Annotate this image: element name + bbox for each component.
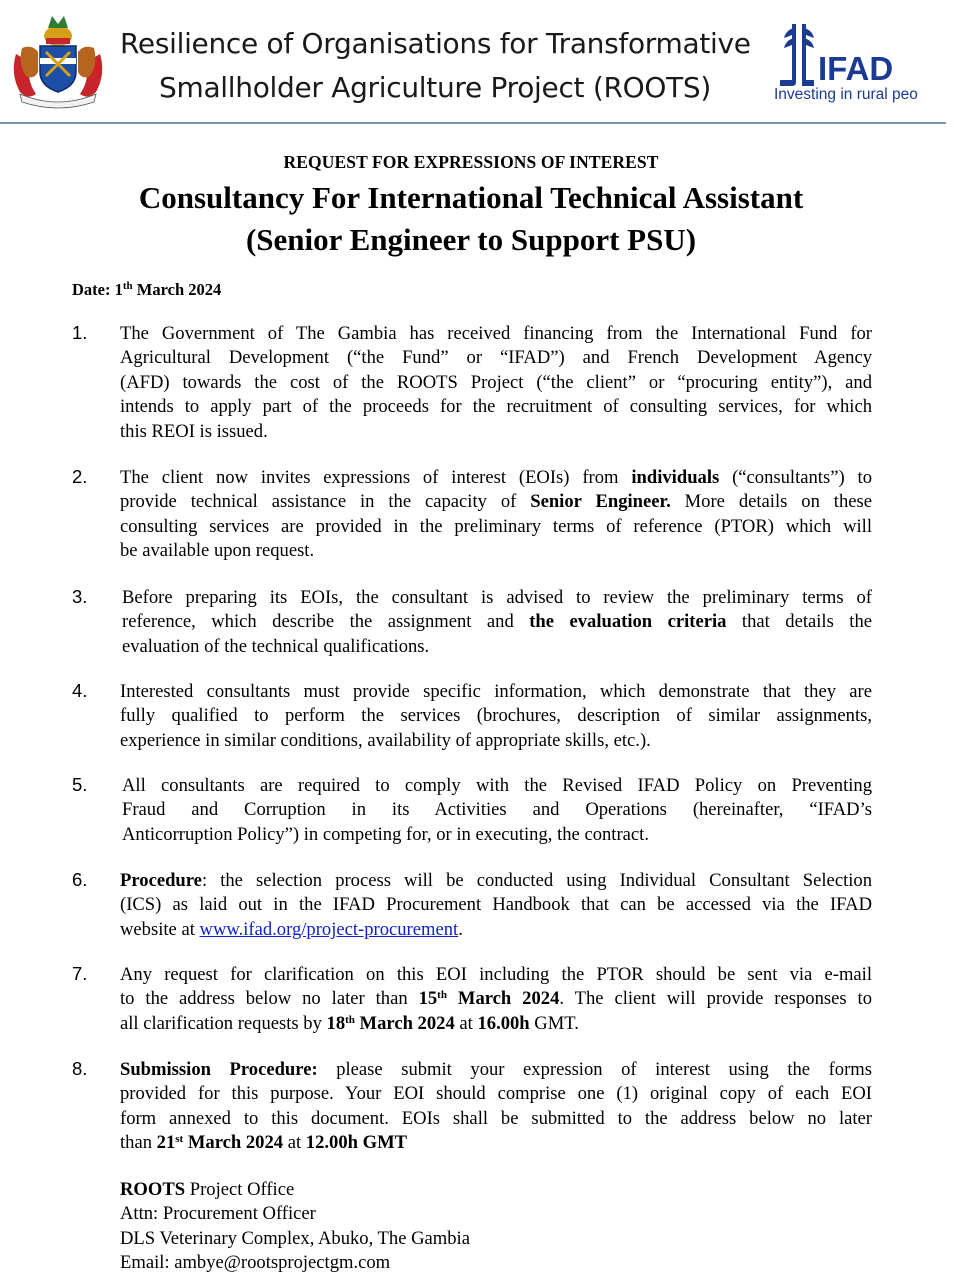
text-run: Project Office	[185, 1179, 295, 1200]
item-text	[122, 774, 872, 847]
text-line	[122, 610, 872, 634]
ifad-logo	[772, 14, 932, 106]
text-run: 18	[326, 1012, 346, 1034]
text-run-bold	[327, 1013, 455, 1034]
text-run: 21	[156, 1132, 176, 1154]
text-line	[120, 1012, 872, 1036]
text-line: be available upon request.	[120, 540, 315, 562]
submission-address	[120, 1178, 470, 1276]
item-number: 7.	[72, 963, 88, 984]
text-run: to the address below no later than	[120, 988, 419, 1010]
text-run: at	[454, 1012, 478, 1034]
document-title-line-1: Consultancy For International Technical Assistant	[138, 180, 804, 215]
text-run-bold: Submission Procedure:	[120, 1059, 318, 1080]
text-run: GMT.	[529, 1012, 579, 1034]
text-line: All consultants are required to comply with the Revised IFAD Policy on Preventing	[122, 775, 872, 796]
document-title-line-2: (Senior Engineer to Support PSU)	[245, 222, 697, 257]
text-line: Fraud and Corruption in its Activities and Operations (hereinafter, “IFAD’s	[122, 799, 872, 821]
text-run: March 2024	[183, 1132, 284, 1154]
text-line: experience in similar conditions, availability of appropriate skills, etc.).	[120, 729, 651, 751]
text-run: . The client will provide responses to	[559, 988, 872, 1010]
text-line	[120, 1131, 872, 1155]
ordinal-suffix: th	[345, 1013, 355, 1026]
text-run-bold: Procedure	[120, 870, 202, 891]
ifad-wheat-icon	[774, 20, 820, 90]
text-line: Agricultural Development (“the Fund” or “IFAD”) and French Development Agency	[120, 347, 872, 369]
item-text	[120, 466, 872, 564]
item-number: 8.	[72, 1058, 88, 1079]
item-text	[120, 963, 872, 1036]
item-number: 1.	[72, 322, 88, 343]
item-text	[120, 1058, 872, 1156]
text-run: March 2024	[354, 1012, 455, 1034]
gambia-coat-of-arms-logo	[8, 14, 108, 110]
ordinal-suffix: st	[175, 1133, 184, 1146]
text-line: (ICS) as laid out in the IFAD Procurement Handbook that can be accessed via the IFAD	[120, 894, 872, 916]
text-line	[120, 918, 872, 942]
address-location: DLS Veterinary Complex, Abuko, The Gambia	[120, 1227, 470, 1249]
text-line: (AFD) towards the cost of the ROOTS Project (“the client” or “procuring entity”), and	[120, 371, 872, 393]
item-number: 2.	[72, 466, 88, 487]
text-run: 15	[418, 988, 438, 1010]
text-run-bold	[419, 988, 560, 1009]
text-run: that details the	[726, 611, 872, 633]
text-line: provided for this purpose. Your EOI should comprise one (1) original copy of each EOI	[120, 1083, 872, 1105]
address-office	[120, 1178, 470, 1202]
text-line: The Government of The Gambia has received financing from the International Fund for	[120, 323, 872, 344]
document-title	[0, 177, 942, 261]
project-title-line-2: Smallholder Agriculture Project (ROOTS)	[159, 71, 711, 104]
item-text	[120, 869, 872, 942]
page-header	[0, 0, 962, 126]
text-run: March 2024	[446, 988, 560, 1010]
text-run: : the selection process will be conducted using Individual Consultant Selection	[201, 870, 872, 891]
text-line: this REOI is issued.	[120, 420, 268, 442]
text-run: The client now invites expressions of interest (EOIs) from	[120, 467, 632, 488]
project-title	[120, 22, 750, 110]
date-prefix: Date: 1	[72, 280, 123, 299]
document-date	[72, 280, 221, 300]
item-number: 6.	[72, 869, 88, 890]
project-title-line-1: Resilience of Organisations for Transformative	[120, 27, 751, 60]
text-run: reference, which describe the assignment and	[122, 611, 530, 633]
text-run: please submit your expression of interest using the forms	[317, 1059, 872, 1080]
item-number: 4.	[72, 680, 88, 701]
text-line: Anticorruption Policy”) in competing for, or in executing, the contract.	[122, 823, 649, 845]
text-run-bold: individuals	[631, 467, 720, 488]
text-run-bold: the evaluation criteria	[529, 611, 727, 633]
text-line: form annexed to this document. EOIs shall be submitted to the address below no later	[120, 1107, 872, 1129]
reoi-label: REQUEST FOR EXPRESSIONS OF INTEREST	[283, 152, 659, 172]
ordinal-suffix: th	[437, 989, 447, 1002]
text-run-bold	[157, 1132, 283, 1153]
text-run-bold: 16.00h	[477, 1012, 530, 1034]
date-ordinal: th	[122, 280, 133, 292]
text-run: at	[283, 1132, 306, 1154]
item-number: 3.	[72, 586, 88, 607]
ifad-logo-text: IFAD	[818, 50, 894, 87]
text-run: provide technical assistance in the capacity of	[120, 491, 531, 513]
text-run-bold: 12.00h GMT	[305, 1132, 408, 1154]
item-text	[120, 680, 872, 753]
item-text	[122, 586, 872, 659]
text-line	[120, 466, 872, 490]
address-email[interactable]: Email: ambye@rootsprojectgm.com	[120, 1252, 391, 1274]
text-line	[120, 1058, 872, 1082]
text-run-bold: ROOTS	[120, 1179, 186, 1200]
text-line: Before preparing its EOIs, the consultant is advised to review the preliminary terms of	[122, 587, 872, 608]
address-attn: Attn: Procurement Officer	[120, 1203, 316, 1225]
text-run: More details on these	[670, 491, 872, 513]
text-line: evaluation of the technical qualifications.	[122, 635, 430, 657]
text-run: than	[120, 1132, 157, 1154]
text-run-bold: Senior Engineer.	[530, 491, 671, 513]
text-run: .	[458, 918, 463, 940]
header-divider	[0, 122, 946, 124]
procurement-link[interactable]: www.ifad.org/project-procurement	[199, 918, 459, 940]
text-line: consulting services are provided in the preliminary terms of reference (PTOR) which will	[120, 515, 872, 537]
text-line: intends to apply part of the proceeds for the recruitment of consulting services, for which	[120, 396, 872, 418]
text-line	[120, 987, 872, 1011]
text-line: Any request for clarification on this EOI including the PTOR should be sent via e-mail	[120, 964, 872, 985]
text-line: fully qualified to perform the services (brochures, description of similar assignments,	[120, 705, 872, 727]
text-run: website at	[120, 918, 200, 940]
item-text	[120, 322, 872, 444]
ifad-tagline: Investing in rural peo	[774, 86, 918, 103]
date-suffix: March 2024	[132, 280, 222, 299]
text-run: (“consultants”) to	[719, 467, 872, 488]
text-line: Interested consultants must provide specific information, which demonstrate that they are	[120, 681, 872, 702]
text-run: all clarification requests by	[120, 1012, 327, 1034]
text-line	[120, 869, 872, 893]
text-line	[120, 490, 872, 514]
item-number: 5.	[72, 774, 88, 795]
